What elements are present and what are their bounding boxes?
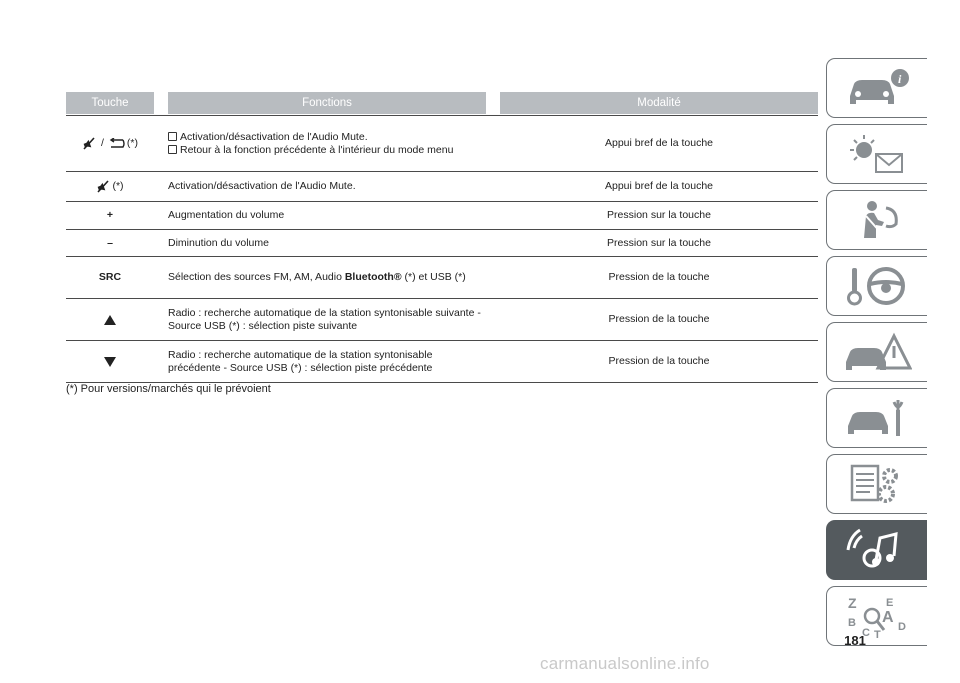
function-text: Sélection des sources FM, AM, Audio bbox=[168, 271, 342, 284]
key-cell: – bbox=[107, 236, 113, 249]
table-header bbox=[66, 92, 818, 114]
mode-cell: Appui bref de la touche bbox=[605, 180, 713, 193]
function-cell bbox=[168, 271, 486, 284]
key-note: (*) bbox=[112, 180, 124, 193]
key-cell bbox=[66, 180, 154, 193]
car-info-icon bbox=[842, 66, 912, 110]
svg-text:i: i bbox=[898, 72, 902, 86]
mode-cell: Pression de la touche bbox=[608, 271, 710, 284]
function-text: (*) et USB (*) bbox=[404, 271, 466, 284]
back-arrow-icon bbox=[109, 138, 125, 149]
mode-cell: Pression de la touche bbox=[608, 313, 710, 326]
mute-icon bbox=[82, 137, 96, 150]
tab-warning-lights[interactable] bbox=[826, 124, 927, 184]
key-cell bbox=[66, 357, 154, 367]
key-note: (*) bbox=[126, 137, 138, 150]
table-row bbox=[66, 341, 818, 383]
svg-text:E: E bbox=[886, 597, 894, 609]
table-row bbox=[66, 299, 818, 341]
key-cell bbox=[66, 137, 154, 150]
triangle-down-icon bbox=[104, 357, 116, 367]
bluetooth-label: Bluetooth® bbox=[344, 271, 402, 284]
function-cell: Augmentation du volume bbox=[168, 209, 285, 222]
svg-text:A: A bbox=[882, 609, 894, 626]
car-maintenance-icon bbox=[842, 396, 912, 440]
function-cell: Activation/désactivation de l'Audio Mute. bbox=[168, 180, 356, 193]
key-steering-wheel-icon bbox=[842, 264, 912, 308]
function-cell bbox=[168, 131, 486, 156]
function-text: Retour à la fonction précédente à l'intérieur du mode menu bbox=[180, 143, 454, 156]
tab-multimedia[interactable] bbox=[826, 520, 927, 580]
mute-icon bbox=[96, 180, 110, 193]
mode-cell: Pression sur la touche bbox=[607, 236, 711, 249]
tab-safety[interactable] bbox=[826, 190, 927, 250]
multimedia-music-icon bbox=[842, 528, 912, 572]
warning-light-message-icon bbox=[842, 132, 912, 176]
tab-car-info[interactable] bbox=[826, 58, 927, 118]
car-breakdown-icon bbox=[842, 330, 912, 374]
chapter-tabs bbox=[826, 58, 930, 652]
table-row bbox=[66, 172, 818, 202]
svg-text:B: B bbox=[848, 617, 856, 629]
triangle-up-icon bbox=[104, 315, 116, 325]
function-cell: Radio : recherche automatique de la station syntonisable suivante - Source USB (*) : sélection piste suivante bbox=[168, 307, 481, 332]
key-cell: + bbox=[106, 209, 114, 222]
table-row bbox=[66, 230, 818, 257]
tab-maintenance[interactable] bbox=[826, 388, 927, 448]
header-fonctions: Fonctions bbox=[168, 92, 486, 114]
function-text: Activation/désactivation de l'Audio Mute. bbox=[180, 131, 368, 143]
table-row bbox=[66, 115, 818, 172]
table-row bbox=[66, 202, 818, 230]
specifications-gear-icon bbox=[842, 462, 912, 506]
function-cell: Diminution du volume bbox=[168, 236, 269, 249]
function-cell: Radio : recherche automatique de la station syntonisable précédente - Source USB (*) : sélection piste précédente bbox=[168, 349, 433, 374]
tab-specifications[interactable] bbox=[826, 454, 927, 514]
mode-cell: Pression de la touche bbox=[608, 355, 710, 368]
checkbox-icon bbox=[168, 145, 177, 154]
header-modalite: Modalité bbox=[500, 92, 818, 114]
mode-cell: Pression sur la touche bbox=[607, 209, 711, 222]
key-cell bbox=[66, 315, 154, 325]
svg-text:T: T bbox=[874, 629, 881, 638]
tab-emergency[interactable] bbox=[826, 322, 927, 382]
footnote: (*) Pour versions/marchés qui le prévoient bbox=[66, 383, 271, 395]
svg-text:Z: Z bbox=[848, 595, 857, 611]
key-cell: SRC bbox=[98, 271, 122, 284]
mode-cell: Appui bref de la touche bbox=[605, 137, 713, 150]
alphabet-index-icon bbox=[842, 594, 912, 638]
tab-starting[interactable] bbox=[826, 256, 927, 316]
seatbelt-airbag-icon bbox=[842, 198, 912, 242]
page-number: 181 bbox=[844, 633, 866, 648]
header-touche: Touche bbox=[66, 92, 154, 114]
checkbox-icon bbox=[168, 132, 177, 141]
table-row bbox=[66, 257, 818, 299]
controls-table bbox=[66, 92, 818, 383]
svg-text:D: D bbox=[898, 621, 906, 633]
key-separator: / bbox=[100, 137, 104, 150]
watermark: carmanualsonline.info bbox=[540, 654, 710, 673]
svg-text:C: C bbox=[862, 627, 870, 638]
